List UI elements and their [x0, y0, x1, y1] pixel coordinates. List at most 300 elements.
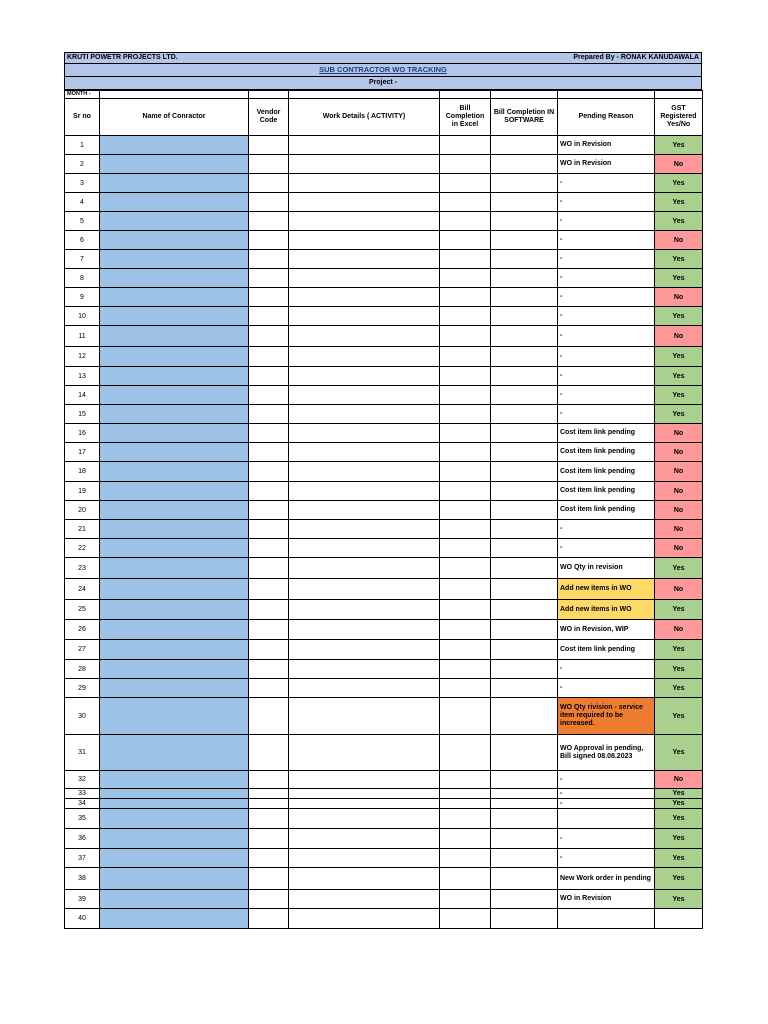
gst-status-badge: Yes	[655, 890, 703, 909]
vendor-code-cell[interactable]	[249, 539, 289, 558]
work-details-cell[interactable]	[289, 660, 440, 679]
col-header-vendor-code: Vendor Code	[249, 99, 289, 136]
work-details-cell[interactable]	[289, 520, 440, 539]
pending-reason-cell: -	[558, 250, 655, 269]
work-details-cell[interactable]	[289, 307, 440, 326]
bill-software-cell[interactable]	[491, 539, 558, 558]
pending-reason-cell: -	[558, 539, 655, 558]
bill-excel-cell[interactable]	[440, 539, 491, 558]
vendor-code-cell[interactable]	[249, 579, 289, 600]
sr-no-cell: 26	[65, 620, 100, 640]
contractor-name-cell[interactable]	[100, 443, 249, 462]
pending-reason-cell: Cost item link pending	[558, 424, 655, 443]
contractor-name-cell[interactable]	[100, 367, 249, 386]
bill-excel-cell[interactable]	[440, 231, 491, 250]
contractor-name-cell[interactable]	[100, 539, 249, 558]
col-header-bill-excel: Bill Completion in Excel	[440, 99, 491, 136]
table-row	[65, 462, 703, 482]
work-details-cell[interactable]	[289, 579, 440, 600]
contractor-name-cell[interactable]	[100, 558, 249, 579]
bill-software-cell[interactable]	[491, 909, 558, 929]
contractor-name-cell[interactable]	[100, 620, 249, 640]
pending-reason-cell: Cost item link pending	[558, 640, 655, 660]
vendor-code-cell[interactable]	[249, 347, 289, 367]
vendor-code-cell[interactable]	[249, 307, 289, 326]
work-details-cell[interactable]	[289, 829, 440, 849]
gst-status-badge: Yes	[655, 174, 703, 193]
bill-excel-cell[interactable]	[440, 443, 491, 462]
work-details-cell[interactable]	[289, 443, 440, 462]
bill-excel-cell[interactable]	[440, 326, 491, 347]
work-details-cell[interactable]	[289, 909, 440, 929]
table-row	[65, 660, 703, 679]
contractor-name-cell[interactable]	[100, 405, 249, 424]
gst-status-badge: Yes	[655, 405, 703, 424]
bill-software-cell[interactable]	[491, 174, 558, 193]
table-row	[65, 367, 703, 386]
table-row	[65, 620, 703, 640]
bill-excel-cell[interactable]	[440, 789, 491, 799]
work-details-cell[interactable]	[289, 231, 440, 250]
bill-excel-cell[interactable]	[440, 771, 491, 789]
bill-software-cell[interactable]	[491, 250, 558, 269]
sr-no-cell: 18	[65, 462, 100, 482]
bill-software-cell[interactable]	[491, 462, 558, 482]
vendor-code-cell[interactable]	[249, 231, 289, 250]
sr-no-cell: 14	[65, 386, 100, 405]
bill-software-cell[interactable]	[491, 482, 558, 501]
bill-excel-cell[interactable]	[440, 250, 491, 269]
bill-software-cell[interactable]	[491, 890, 558, 909]
vendor-code-cell[interactable]	[249, 600, 289, 620]
bill-software-cell[interactable]	[491, 771, 558, 789]
contractor-name-cell[interactable]	[100, 269, 249, 288]
bill-excel-cell[interactable]	[440, 386, 491, 405]
contractor-name-cell[interactable]	[100, 424, 249, 443]
work-details-cell[interactable]	[289, 462, 440, 482]
bill-software-cell[interactable]	[491, 849, 558, 868]
contractor-name-cell[interactable]	[100, 849, 249, 868]
pending-reason-cell: -	[558, 660, 655, 679]
bill-excel-cell[interactable]	[440, 520, 491, 539]
bill-excel-cell[interactable]	[440, 679, 491, 698]
bill-software-cell[interactable]	[491, 799, 558, 809]
bill-software-cell[interactable]	[491, 660, 558, 679]
bill-excel-cell[interactable]	[440, 558, 491, 579]
bill-excel-cell[interactable]	[440, 347, 491, 367]
work-details-cell[interactable]	[289, 600, 440, 620]
gst-status-badge: No	[655, 482, 703, 501]
vendor-code-cell[interactable]	[249, 367, 289, 386]
contractor-name-cell[interactable]	[100, 640, 249, 660]
bill-excel-cell[interactable]	[440, 307, 491, 326]
bill-software-cell[interactable]	[491, 136, 558, 155]
bill-excel-cell[interactable]	[440, 136, 491, 155]
bill-excel-cell[interactable]	[440, 405, 491, 424]
table-row	[65, 829, 703, 849]
pending-reason-cell: -	[558, 520, 655, 539]
table-row	[65, 579, 703, 600]
bill-excel-cell[interactable]	[440, 640, 491, 660]
contractor-name-cell[interactable]	[100, 771, 249, 789]
bill-excel-cell[interactable]	[440, 288, 491, 307]
bill-software-cell[interactable]	[491, 193, 558, 212]
contractor-name-cell[interactable]	[100, 809, 249, 829]
sr-no-cell: 33	[65, 789, 100, 799]
work-details-cell[interactable]	[289, 789, 440, 799]
table-row	[65, 250, 703, 269]
contractor-name-cell[interactable]	[100, 347, 249, 367]
bill-software-cell[interactable]	[491, 367, 558, 386]
sr-no-cell: 20	[65, 501, 100, 520]
sr-no-cell: 8	[65, 269, 100, 288]
vendor-code-cell[interactable]	[249, 405, 289, 424]
bill-software-cell[interactable]	[491, 424, 558, 443]
table-row	[65, 679, 703, 698]
vendor-code-cell[interactable]	[249, 462, 289, 482]
contractor-name-cell[interactable]	[100, 136, 249, 155]
table-row	[65, 443, 703, 462]
work-details-cell[interactable]	[289, 539, 440, 558]
col-header-sr-no: Sr no	[65, 99, 100, 136]
sr-no-cell: 32	[65, 771, 100, 789]
sr-no-cell: 17	[65, 443, 100, 462]
sr-no-cell: 23	[65, 558, 100, 579]
bill-excel-cell[interactable]	[440, 890, 491, 909]
bill-software-cell[interactable]	[491, 326, 558, 347]
vendor-code-cell[interactable]	[249, 660, 289, 679]
work-details-cell[interactable]	[289, 367, 440, 386]
work-details-cell[interactable]	[289, 890, 440, 909]
bill-software-cell[interactable]	[491, 735, 558, 771]
contractor-name-cell[interactable]	[100, 600, 249, 620]
col-header-gst: GST Registered Yes/No	[655, 99, 703, 136]
contractor-name-cell[interactable]	[100, 829, 249, 849]
work-details-cell[interactable]	[289, 347, 440, 367]
sr-no-cell: 7	[65, 250, 100, 269]
bill-excel-cell[interactable]	[440, 620, 491, 640]
sr-no-cell: 24	[65, 579, 100, 600]
vendor-code-cell[interactable]	[249, 482, 289, 501]
contractor-name-cell[interactable]	[100, 482, 249, 501]
table-row	[65, 424, 703, 443]
bill-software-cell[interactable]	[491, 789, 558, 799]
contractor-name-cell[interactable]	[100, 520, 249, 539]
bill-software-cell[interactable]	[491, 386, 558, 405]
work-details-cell[interactable]	[289, 799, 440, 809]
vendor-code-cell[interactable]	[249, 193, 289, 212]
vendor-code-cell[interactable]	[249, 326, 289, 347]
bill-software-cell[interactable]	[491, 212, 558, 231]
bill-software-cell[interactable]	[491, 620, 558, 640]
bill-software-cell[interactable]	[491, 809, 558, 829]
bill-excel-cell[interactable]	[440, 482, 491, 501]
gst-status-badge: Yes	[655, 212, 703, 231]
work-details-cell[interactable]	[289, 640, 440, 660]
bill-excel-cell[interactable]	[440, 579, 491, 600]
bill-excel-cell[interactable]	[440, 424, 491, 443]
bill-excel-cell[interactable]	[440, 909, 491, 929]
contractor-name-cell[interactable]	[100, 231, 249, 250]
contractor-name-cell[interactable]	[100, 501, 249, 520]
bill-excel-cell[interactable]	[440, 799, 491, 809]
table-row	[65, 640, 703, 660]
bill-software-cell[interactable]	[491, 443, 558, 462]
contractor-name-cell[interactable]	[100, 386, 249, 405]
bill-excel-cell[interactable]	[440, 212, 491, 231]
work-details-cell[interactable]	[289, 849, 440, 868]
pending-reason-cell: WO Approval in pending, Bill signed 08.08.2023	[558, 735, 655, 771]
bill-excel-cell[interactable]	[440, 849, 491, 868]
vendor-code-cell[interactable]	[249, 558, 289, 579]
vendor-code-cell[interactable]	[249, 155, 289, 174]
sr-no-cell: 15	[65, 405, 100, 424]
work-details-cell[interactable]	[289, 501, 440, 520]
vendor-code-cell[interactable]	[249, 174, 289, 193]
gst-status-badge: No	[655, 231, 703, 250]
table-row	[65, 809, 703, 829]
bill-software-cell[interactable]	[491, 679, 558, 698]
vendor-code-cell[interactable]	[249, 640, 289, 660]
table-row	[65, 212, 703, 231]
sr-no-cell: 21	[65, 520, 100, 539]
work-details-cell[interactable]	[289, 809, 440, 829]
company-header-row	[64, 52, 702, 64]
bill-excel-cell[interactable]	[440, 868, 491, 890]
pending-reason-cell: WO in Revision, WIP	[558, 620, 655, 640]
vendor-code-cell[interactable]	[249, 136, 289, 155]
gst-status-badge: No	[655, 424, 703, 443]
work-details-cell[interactable]	[289, 771, 440, 789]
vendor-code-cell[interactable]	[249, 829, 289, 849]
sr-no-cell: 28	[65, 660, 100, 679]
bill-excel-cell[interactable]	[440, 174, 491, 193]
gst-status-badge: Yes	[655, 868, 703, 890]
contractor-name-cell[interactable]	[100, 679, 249, 698]
bill-software-cell[interactable]	[491, 347, 558, 367]
bill-software-cell[interactable]	[491, 269, 558, 288]
contractor-name-cell[interactable]	[100, 660, 249, 679]
table-row	[65, 288, 703, 307]
pending-reason-cell: New Work order in pending	[558, 868, 655, 890]
vendor-code-cell[interactable]	[249, 620, 289, 640]
col-header-bill-software: Bill Completion IN SOFTWARE	[491, 99, 558, 136]
vendor-code-cell[interactable]	[249, 698, 289, 735]
gst-status-badge: Yes	[655, 799, 703, 809]
gst-status-badge: Yes	[655, 250, 703, 269]
sr-no-cell: 4	[65, 193, 100, 212]
vendor-code-cell[interactable]	[249, 269, 289, 288]
prepared-by: Prepared By - RONAK KANUDAWALA	[573, 54, 699, 61]
table-row	[65, 909, 703, 929]
vendor-code-cell[interactable]	[249, 849, 289, 868]
contractor-name-cell[interactable]	[100, 909, 249, 929]
vendor-code-cell[interactable]	[249, 868, 289, 890]
pending-reason-cell: -	[558, 849, 655, 868]
gst-status-badge: Yes	[655, 367, 703, 386]
sr-no-cell: 39	[65, 890, 100, 909]
company-name: KRUTI POWETR PROJECTS LTD.	[67, 54, 178, 61]
contractor-name-cell[interactable]	[100, 212, 249, 231]
gst-status-badge: Yes	[655, 698, 703, 735]
work-details-cell[interactable]	[289, 386, 440, 405]
gst-status-badge: Yes	[655, 640, 703, 660]
contractor-name-cell[interactable]	[100, 155, 249, 174]
bill-excel-cell[interactable]	[440, 367, 491, 386]
vendor-code-cell[interactable]	[249, 809, 289, 829]
sr-no-cell: 16	[65, 424, 100, 443]
work-details-cell[interactable]	[289, 620, 440, 640]
vendor-code-cell[interactable]	[249, 250, 289, 269]
vendor-code-cell[interactable]	[249, 789, 289, 799]
bill-software-cell[interactable]	[491, 579, 558, 600]
contractor-name-cell[interactable]	[100, 174, 249, 193]
table-row	[65, 849, 703, 868]
vendor-code-cell[interactable]	[249, 386, 289, 405]
work-details-cell[interactable]	[289, 326, 440, 347]
gst-status-badge	[655, 909, 703, 929]
contractor-name-cell[interactable]	[100, 698, 249, 735]
table-row	[65, 155, 703, 174]
bill-software-cell[interactable]	[491, 155, 558, 174]
work-details-cell[interactable]	[289, 405, 440, 424]
bill-software-cell[interactable]	[491, 520, 558, 539]
sr-no-cell: 27	[65, 640, 100, 660]
contractor-name-cell[interactable]	[100, 579, 249, 600]
pending-reason-cell: WO Qty in revision	[558, 558, 655, 579]
bill-excel-cell[interactable]	[440, 193, 491, 212]
sr-no-cell: 9	[65, 288, 100, 307]
sr-no-cell: 36	[65, 829, 100, 849]
vendor-code-cell[interactable]	[249, 212, 289, 231]
pending-reason-cell: -	[558, 405, 655, 424]
bill-software-cell[interactable]	[491, 405, 558, 424]
bill-software-cell[interactable]	[491, 231, 558, 250]
work-details-cell[interactable]	[289, 288, 440, 307]
table-row	[65, 600, 703, 620]
sr-no-cell: 29	[65, 679, 100, 698]
pending-reason-cell: -	[558, 386, 655, 405]
vendor-code-cell[interactable]	[249, 501, 289, 520]
vendor-code-cell[interactable]	[249, 520, 289, 539]
vendor-code-cell[interactable]	[249, 735, 289, 771]
work-details-cell[interactable]	[289, 174, 440, 193]
col-header-work-details: Work Details ( ACTIVITY)	[289, 99, 440, 136]
work-details-cell[interactable]	[289, 269, 440, 288]
bill-excel-cell[interactable]	[440, 462, 491, 482]
table-row	[65, 539, 703, 558]
sr-no-cell: 38	[65, 868, 100, 890]
sr-no-cell: 35	[65, 809, 100, 829]
contractor-name-cell[interactable]	[100, 735, 249, 771]
vendor-code-cell[interactable]	[249, 679, 289, 698]
work-details-cell[interactable]	[289, 212, 440, 231]
gst-status-badge: Yes	[655, 386, 703, 405]
col-header-pending-reason: Pending Reason	[558, 99, 655, 136]
vendor-code-cell[interactable]	[249, 799, 289, 809]
gst-status-badge: Yes	[655, 136, 703, 155]
contractor-name-cell[interactable]	[100, 326, 249, 347]
bill-excel-cell[interactable]	[440, 600, 491, 620]
gst-status-badge: Yes	[655, 679, 703, 698]
work-details-cell[interactable]	[289, 679, 440, 698]
vendor-code-cell[interactable]	[249, 890, 289, 909]
bill-software-cell[interactable]	[491, 288, 558, 307]
bill-excel-cell[interactable]	[440, 269, 491, 288]
table-row	[65, 520, 703, 539]
work-details-cell[interactable]	[289, 868, 440, 890]
bill-excel-cell[interactable]	[440, 660, 491, 679]
bill-excel-cell[interactable]	[440, 809, 491, 829]
gst-status-badge: Yes	[655, 600, 703, 620]
contractor-name-cell[interactable]	[100, 462, 249, 482]
sr-no-cell: 6	[65, 231, 100, 250]
bill-excel-cell[interactable]	[440, 501, 491, 520]
contractor-name-cell[interactable]	[100, 193, 249, 212]
bill-software-cell[interactable]	[491, 640, 558, 660]
contractor-name-cell[interactable]	[100, 868, 249, 890]
bill-software-cell[interactable]	[491, 829, 558, 849]
work-details-cell[interactable]	[289, 735, 440, 771]
work-details-cell[interactable]	[289, 193, 440, 212]
sr-no-cell: 34	[65, 799, 100, 809]
vendor-code-cell[interactable]	[249, 443, 289, 462]
bill-software-cell[interactable]	[491, 501, 558, 520]
contractor-name-cell[interactable]	[100, 250, 249, 269]
work-details-cell[interactable]	[289, 558, 440, 579]
vendor-code-cell[interactable]	[249, 909, 289, 929]
pending-reason-cell: -	[558, 326, 655, 347]
vendor-code-cell[interactable]	[249, 771, 289, 789]
work-details-cell[interactable]	[289, 424, 440, 443]
bill-software-cell[interactable]	[491, 558, 558, 579]
bill-software-cell[interactable]	[491, 600, 558, 620]
bill-software-cell[interactable]	[491, 868, 558, 890]
bill-excel-cell[interactable]	[440, 155, 491, 174]
work-details-cell[interactable]	[289, 482, 440, 501]
wo-tracking-table	[64, 90, 703, 929]
table-row	[65, 386, 703, 405]
table-row	[65, 558, 703, 579]
pending-reason-cell: -	[558, 789, 655, 799]
table-row	[65, 868, 703, 890]
bill-software-cell[interactable]	[491, 307, 558, 326]
contractor-name-cell[interactable]	[100, 890, 249, 909]
bill-excel-cell[interactable]	[440, 829, 491, 849]
pending-reason-cell: -	[558, 771, 655, 789]
table-row	[65, 482, 703, 501]
vendor-code-cell[interactable]	[249, 288, 289, 307]
vendor-code-cell[interactable]	[249, 424, 289, 443]
work-details-cell[interactable]	[289, 155, 440, 174]
work-details-cell[interactable]	[289, 698, 440, 735]
work-details-cell[interactable]	[289, 250, 440, 269]
contractor-name-cell[interactable]	[100, 288, 249, 307]
contractor-name-cell[interactable]	[100, 789, 249, 799]
bill-excel-cell[interactable]	[440, 698, 491, 735]
bill-excel-cell[interactable]	[440, 735, 491, 771]
sr-no-cell: 40	[65, 909, 100, 929]
contractor-name-cell[interactable]	[100, 307, 249, 326]
bill-software-cell[interactable]	[491, 698, 558, 735]
work-details-cell[interactable]	[289, 136, 440, 155]
contractor-name-cell[interactable]	[100, 799, 249, 809]
sr-no-cell: 19	[65, 482, 100, 501]
pending-reason-cell: -	[558, 347, 655, 367]
table-row	[65, 698, 703, 735]
project-label: Project -	[64, 77, 702, 90]
sr-no-cell: 3	[65, 174, 100, 193]
